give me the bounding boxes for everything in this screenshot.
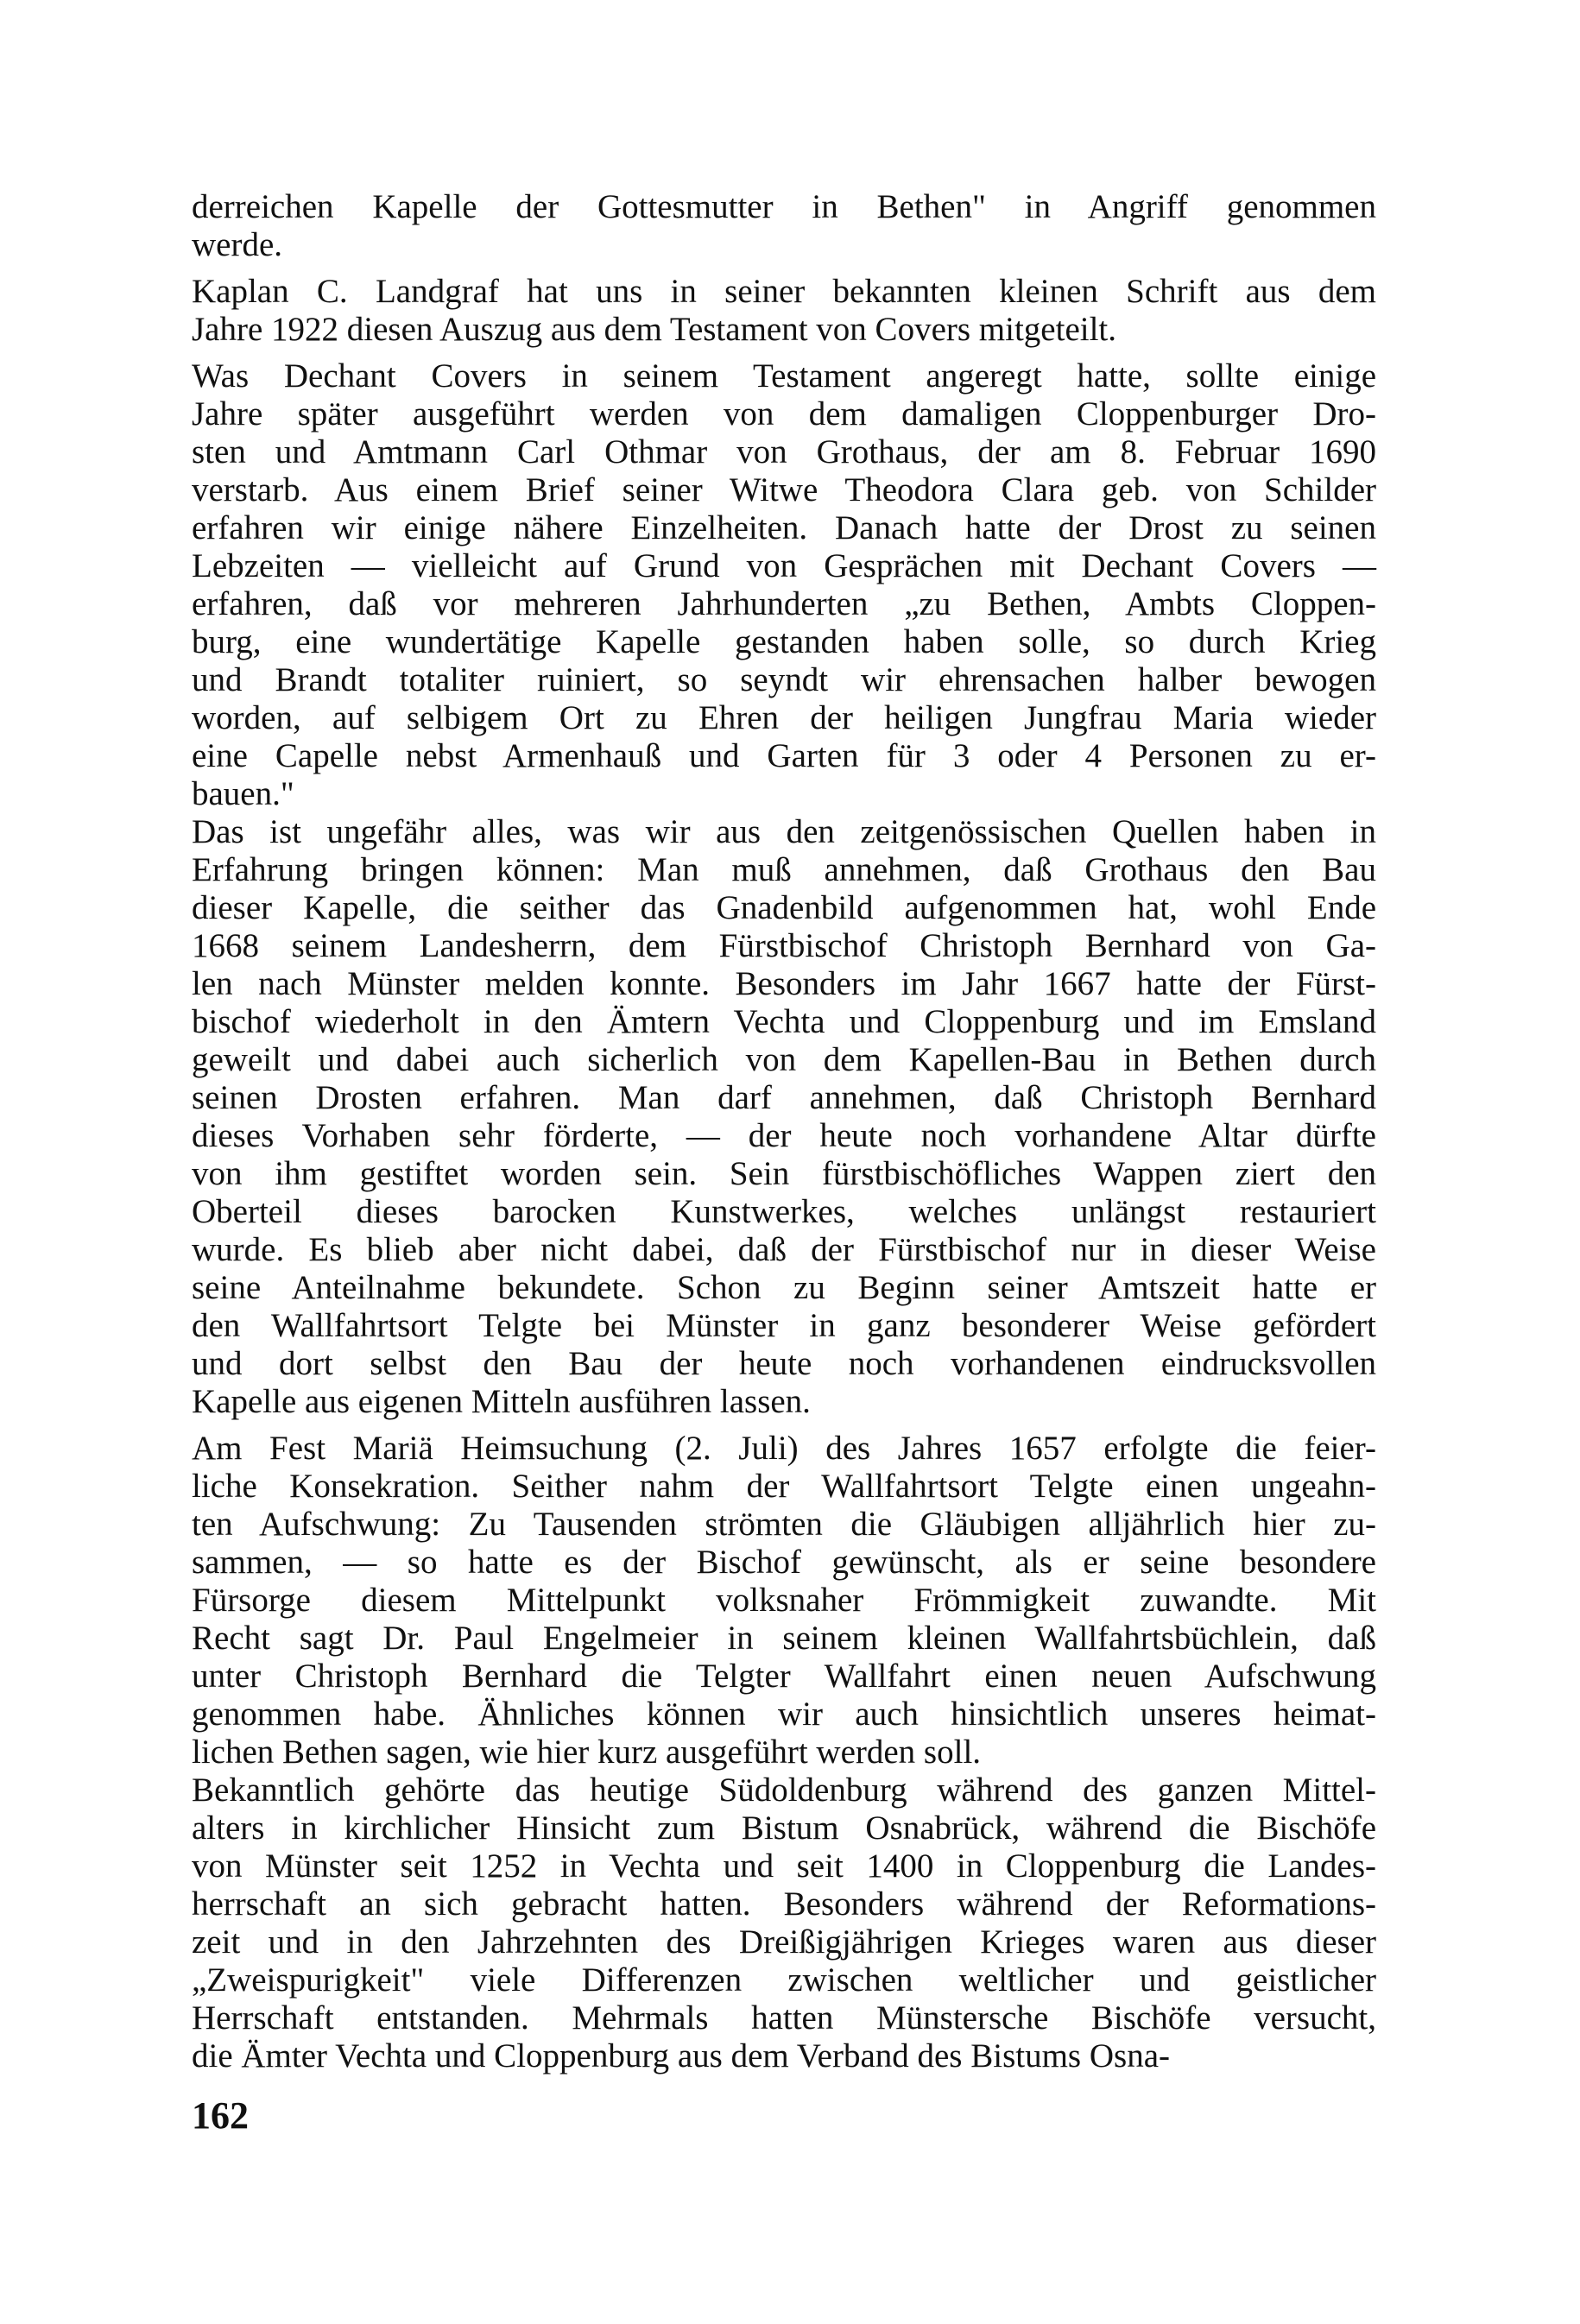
paragraph <box>192 1430 1376 2075</box>
text-line: seine Anteilnahme bekundete. Schon zu Beginn seiner Amtszeit hatte er <box>192 1269 1376 1306</box>
body-text <box>192 188 1376 2075</box>
text-line: Bekanntlich gehörte das heutige Südoldenburg während des ganzen Mittel- <box>192 1771 1376 1809</box>
text-line: lichen Bethen sagen, wie hier kurz ausgeführt werden soll. <box>192 1734 982 1771</box>
text-line: alters in kirchlicher Hinsicht zum Bistum Osnabrück, während die Bischöfe <box>192 1809 1376 1847</box>
text-line: und dort selbst den Bau der heute noch vorhandenen eindrucksvollen <box>192 1345 1376 1382</box>
text-line: Kaplan C. Landgraf hat uns in seiner bekannten kleinen Schrift aus dem <box>192 273 1376 310</box>
text-line: Lebzeiten — vielleicht auf Grund von Gesprächen mit Dechant Covers — <box>192 547 1376 584</box>
text-line: 1668 seinem Landesherrn, dem Fürstbischof Christoph Bernhard von Ga- <box>192 927 1376 964</box>
text-line: Das ist ungefähr alles, was wir aus den zeitgenössischen Quellen haben in <box>192 813 1376 850</box>
text-line: worden, auf selbigem Ort zu Ehren der heiligen Jungfrau Maria wieder <box>192 699 1376 736</box>
paragraph <box>192 188 1376 264</box>
text-line: erfahren, daß vor mehreren Jahrhunderten „zu Bethen, Ambts Cloppen- <box>192 585 1376 622</box>
text-line: sammen, — so hatte es der Bischof gewünscht, als er seine besondere <box>192 1544 1376 1581</box>
text-line: Was Dechant Covers in seinem Testament angeregt hatte, sollte einige <box>192 357 1376 395</box>
text-line: ten Aufschwung: Zu Tausenden strömten die Gläubigen alljährlich hier zu- <box>192 1506 1376 1543</box>
text-line: dieses Vorhaben sehr förderte, — der heute noch vorhandene Altar dürfte <box>192 1117 1376 1154</box>
text-line: dieser Kapelle, die seither das Gnadenbild aufgenommen hat, wohl Ende <box>192 889 1376 926</box>
paragraph <box>192 273 1376 349</box>
text-line: verstarb. Aus einem Brief seiner Witwe Theodora Clara geb. von Schilder <box>192 471 1376 508</box>
text-line: burg, eine wundertätige Kapelle gestanden haben solle, so durch Krieg <box>192 623 1376 660</box>
text-line: geweilt und dabei auch sicherlich von dem Kapellen-Bau in Bethen durch <box>192 1041 1376 1078</box>
paragraph-gap <box>192 349 1376 357</box>
text-line: bischof wiederholt in den Ämtern Vechta und Cloppenburg und im Emsland <box>192 1003 1376 1040</box>
text-line: len nach Münster melden konnte. Besonders im Jahr 1667 hatte der Fürst- <box>192 965 1376 1002</box>
text-line: und Brandt totaliter ruiniert, so seyndt wir ehrensachen halber bewogen <box>192 661 1376 698</box>
text-line: Jahre später ausgeführt werden von dem damaligen Cloppenburger Dro- <box>192 395 1376 433</box>
text-line: seinen Drosten erfahren. Man darf annehmen, daß Christoph Bernhard <box>192 1079 1376 1116</box>
text-line: Am Fest Mariä Heimsuchung (2. Juli) des Jahres 1657 erfolgte die feier- <box>192 1430 1376 1467</box>
paragraph-gap <box>192 1421 1376 1430</box>
text-line: Fürsorge diesem Mittelpunkt volksnaher Frömmigkeit zuwandte. Mit <box>192 1582 1376 1619</box>
text-line: eine Capelle nebst Armenhauß und Garten für 3 oder 4 Personen zu er- <box>192 737 1376 774</box>
text-line: von ihm gestiftet worden sein. Sein fürstbischöfliches Wappen ziert den <box>192 1155 1376 1192</box>
text-line: wurde. Es blieb aber nicht dabei, daß der Fürstbischof nur in dieser Weise <box>192 1231 1376 1268</box>
text-line: den Wallfahrtsort Telgte bei Münster in ganz besonderer Weise gefördert <box>192 1307 1376 1344</box>
text-line: Erfahrung bringen können: Man muß annehmen, daß Grothaus den Bau <box>192 851 1376 888</box>
text-line: derreichen Kapelle der Gottesmutter in Bethen" in Angriff genommen <box>192 188 1376 225</box>
text-line: werde. <box>192 226 283 263</box>
text-line: bauen." <box>192 775 294 812</box>
paragraph-gap <box>192 264 1376 273</box>
text-line: von Münster seit 1252 in Vechta und seit 1400 in Cloppenburg die Landes- <box>192 1847 1376 1885</box>
text-line: unter Christoph Bernhard die Telgter Wallfahrt einen neuen Aufschwung <box>192 1658 1376 1695</box>
text-line: die Ämter Vechta und Cloppenburg aus dem Verband des Bistums Osna- <box>192 2037 1170 2075</box>
text-line: Herrschaft entstanden. Mehrmals hatten Münstersche Bischöfe versucht, <box>192 1999 1376 2037</box>
text-line: erfahren wir einige nähere Einzelheiten. Danach hatte der Drost zu seinen <box>192 509 1376 546</box>
text-line: sten und Amtmann Carl Othmar von Grothaus, der am 8. Februar 1690 <box>192 433 1376 470</box>
page-number: 162 <box>192 2094 249 2137</box>
text-line: Jahre 1922 diesen Auszug aus dem Testament von Covers mitgeteilt. <box>192 311 1117 348</box>
text-line: herrschaft an sich gebracht hatten. Besonders während der Reformations- <box>192 1885 1376 1923</box>
text-line: Oberteil dieses barocken Kunstwerkes, welches unlängst restauriert <box>192 1193 1376 1230</box>
text-line: genommen habe. Ähnliches können wir auch hinsichtlich unseres heimat- <box>192 1696 1376 1733</box>
text-line: Kapelle aus eigenen Mitteln ausführen lassen. <box>192 1383 811 1420</box>
paragraph <box>192 357 1376 1421</box>
text-line: zeit und in den Jahrzehnten des Dreißigjährigen Krieges waren aus dieser <box>192 1923 1376 1961</box>
text-line: Recht sagt Dr. Paul Engelmeier in seinem kleinen Wallfahrtsbüchlein, daß <box>192 1620 1376 1657</box>
text-line: liche Konsekration. Seither nahm der Wallfahrtsort Telgte einen ungeahn- <box>192 1468 1376 1505</box>
text-line: „Zweispurigkeit" viele Differenzen zwischen weltlicher und geistlicher <box>192 1961 1376 1999</box>
